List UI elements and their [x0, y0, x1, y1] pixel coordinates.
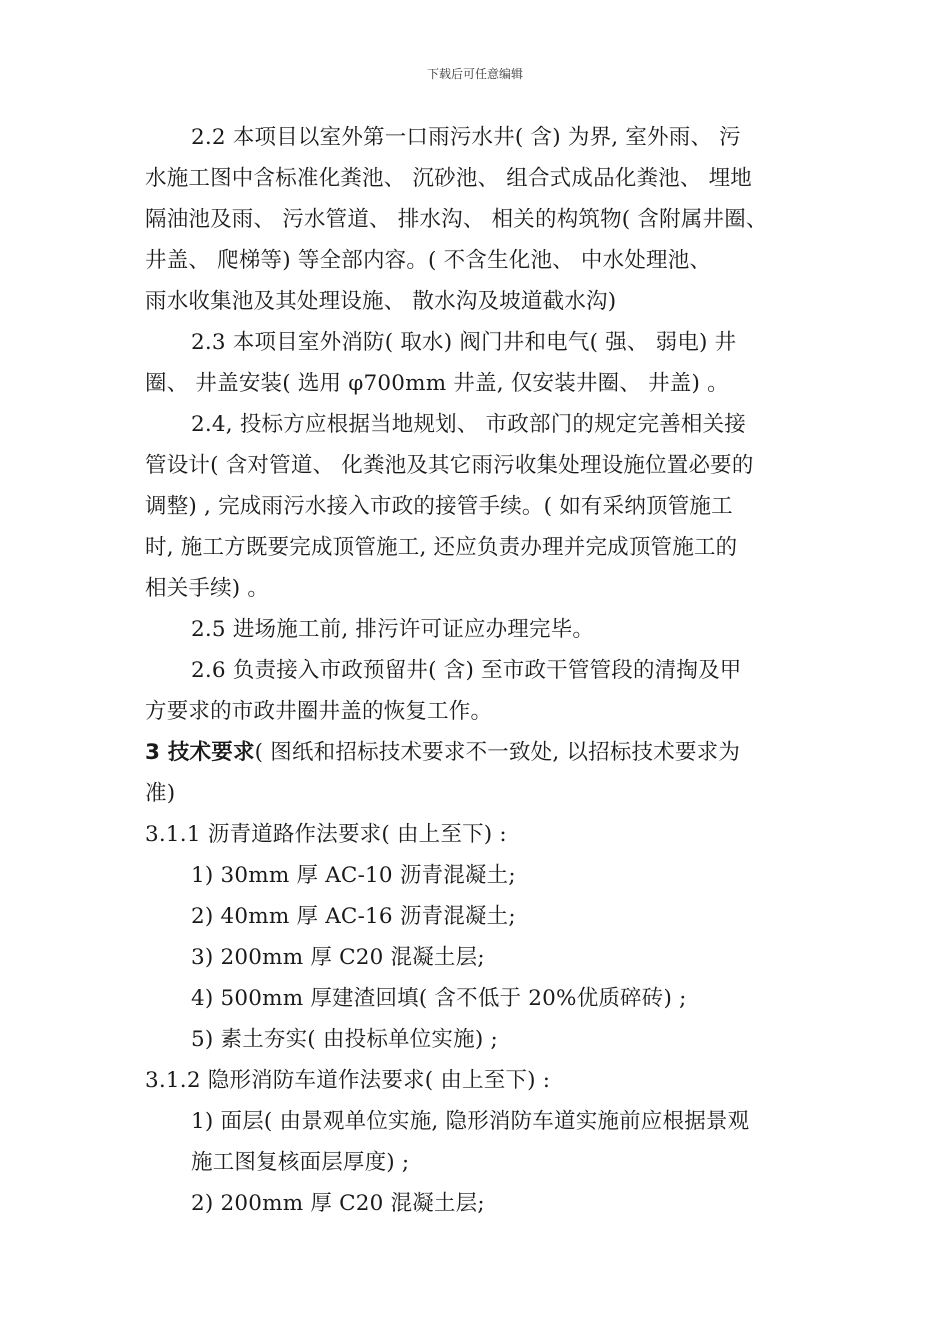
paragraph-line: 准): [145, 781, 176, 806]
paragraph-line: 方要求的市政井圈井盖的恢复工作。: [145, 699, 493, 724]
paragraph-line: 调整) , 完成雨污水接入市政的接管手续。( 如有采纳顶管施工: [145, 494, 733, 519]
subsection-heading: 3.1.1 沥青道路作法要求( 由上至下) :: [145, 822, 507, 847]
subsection-heading: 3.1.2 隐形消防车道作法要求( 由上至下) :: [145, 1068, 551, 1093]
paragraph-line: 相关手续) 。: [145, 576, 270, 601]
paragraph-line: 2.3 本项目室外消防( 取水) 阀门井和电气( 强、 弱电) 井: [191, 330, 737, 355]
paragraph-line: 2.6 负责接入市政预留井( 含) 至市政干管管段的清掏及甲: [191, 658, 742, 683]
paragraph-line: 井盖、 爬梯等) 等全部内容。( 不含生化池、 中水处理池、: [145, 248, 712, 273]
paragraph-line: 2.4, 投标方应根据当地规划、 市政部门的规定完善相关接: [191, 412, 746, 437]
list-item: 3) 200mm 厚 C20 混凝土层;: [191, 945, 485, 970]
paragraph-line: 雨水收集池及其处理设施、 散水沟及坡道截水沟): [145, 289, 617, 314]
paragraph-line: 隔油池及雨、 污水管道、 排水沟、 相关的构筑物( 含附属井圈、: [145, 207, 768, 232]
paragraph-line: 圈、 井盖安装( 选用 φ700mm 井盖, 仅安装井圈、 井盖) 。: [145, 371, 729, 396]
paragraph-line: 水施工图中含标准化粪池、 沉砂池、 组合式成品化粪池、 埋地: [145, 166, 753, 191]
list-item: 施工图复核面层厚度) ;: [191, 1150, 410, 1175]
list-item: 4) 500mm 厚建渣回填( 含不低于 20%优质碎砖) ;: [191, 986, 687, 1011]
list-item: 5) 素土夯实( 由投标单位实施) ;: [191, 1027, 498, 1052]
paragraph-line: 2.2 本项目以室外第一口雨污水井( 含) 为界, 室外雨、 污: [191, 125, 741, 150]
list-item: 1) 30mm 厚 AC-10 沥青混凝土;: [191, 863, 516, 888]
section-heading-note: ( 图纸和招标技术要求不一致处, 以招标技术要求为: [254, 740, 741, 765]
paragraph-line: 2.5 进场施工前, 排污许可证应办理完毕。: [191, 617, 595, 642]
document-body: [145, 117, 815, 1224]
section-heading-line: [145, 732, 815, 773]
paragraph-line: 管设计( 含对管道、 化粪池及其它雨污收集处理设施位置必要的: [145, 453, 754, 478]
list-item: 1) 面层( 由景观单位实施, 隐形消防车道实施前应根据景观: [191, 1109, 750, 1134]
list-item: 2) 200mm 厚 C20 混凝土层;: [191, 1191, 485, 1216]
section-heading: 3 技术要求: [145, 740, 255, 765]
list-item: 2) 40mm 厚 AC-16 沥青混凝土;: [191, 904, 516, 929]
paragraph-line: 时, 施工方既要完成顶管施工, 还应负责办理并完成顶管施工的: [145, 535, 738, 560]
page-header: 下载后可任意编辑: [426, 67, 523, 81]
